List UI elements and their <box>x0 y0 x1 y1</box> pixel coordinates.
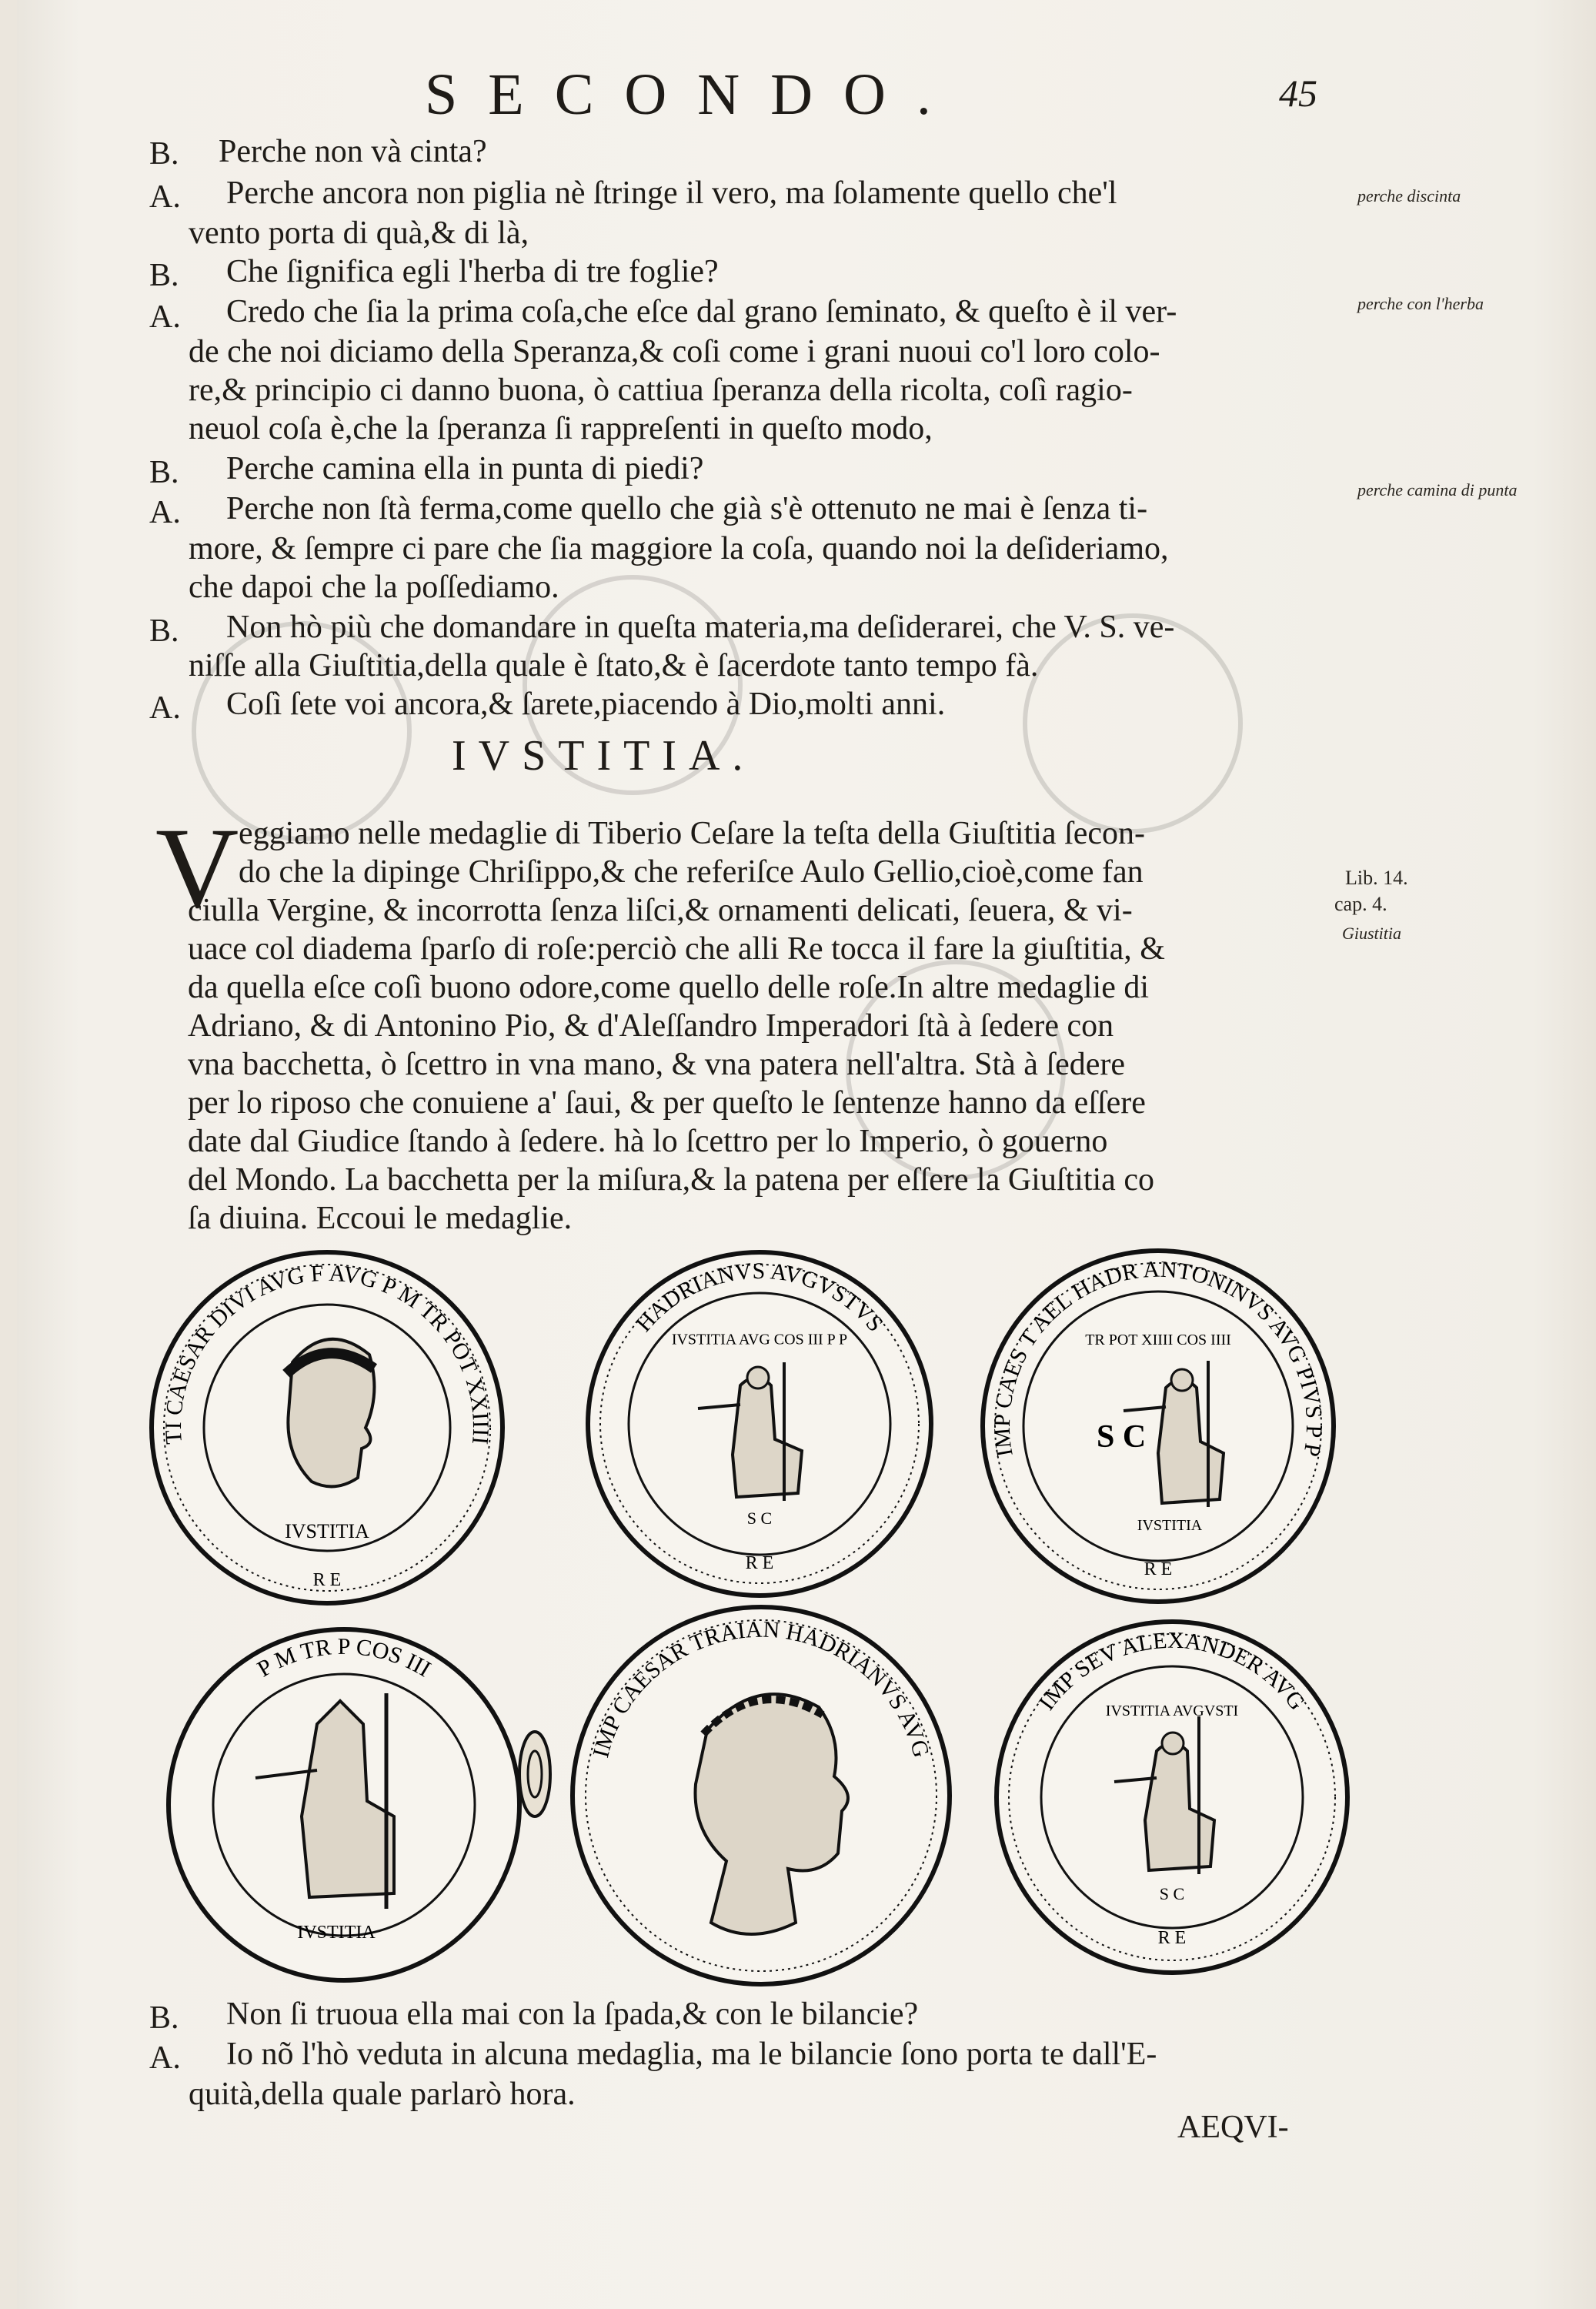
speaker-label: A. <box>149 2040 181 2076</box>
coin-hadrian-iustitia <box>583 1247 937 1601</box>
dialogue-line: more, & ſempre ci pare che ſia maggiore la coſa, quando noi la deſideriamo, <box>189 531 1169 566</box>
speaker-label: B. <box>149 2000 179 2036</box>
dialogue-line: che dapoi che la poſſediamo. <box>189 570 559 605</box>
body-line: do che la dipinge Chriſippo,& che referiſce Aulo Gellio,cioè,come fan <box>239 854 1144 890</box>
catchword: AEQVI- <box>1177 2110 1289 2145</box>
coin-exergue: S C <box>746 1509 773 1528</box>
coin-mark: R E <box>1157 1928 1187 1948</box>
coin-exergue: IVSTITIA <box>1137 1517 1203 1534</box>
coin-hadrian-portrait <box>565 1599 957 1992</box>
body-line: uace col diadema ſparſo di roſe:perciò che alli Re tocca il fare la giuſtitia, & <box>188 931 1165 967</box>
speaker-label: A. <box>149 690 181 726</box>
coin-mark: R E <box>745 1553 774 1573</box>
book-page <box>17 0 1596 2309</box>
body-line: eggiamo nelle medaglie di Tiberio Ceſare la teſta della Giuſtitia ſecon- <box>239 816 1145 851</box>
margin-note: perche camina di punta <box>1357 480 1518 500</box>
dialogue-line: Perche non và cinta? <box>219 134 487 169</box>
body-line: del Mondo. La bacchetta per la miſura,& la patena per eſſere la Giuſtitia co <box>188 1162 1154 1198</box>
coin-inner-legend: IVSTITIA AVG COS III P P <box>671 1331 848 1348</box>
body-line: vna bacchetta, ò ſcettro in vna mano, & vna patera nell'altra. Stà à ſedere <box>188 1047 1126 1082</box>
section-title: IVSTITIA. <box>452 732 756 780</box>
dialogue-line: Perche non ſtà ferma,come quello che già s'è ottenuto ne mai è ſenza ti- <box>226 491 1148 526</box>
coin-legend: IMP CAES T AEL HADR ANTONINVS AVG PIVS P P <box>989 1256 1327 1459</box>
speaker-label: A. <box>149 299 181 335</box>
dialogue-line: Perche camina ella in punta di piedi? <box>226 451 704 486</box>
dialogue-line: quità,della quale parlarò hora. <box>189 2077 576 2112</box>
body-line: ſa diuina. Eccoui le medaglie. <box>188 1201 573 1236</box>
coin-mark: R E <box>312 1570 342 1590</box>
dialogue-line: vento porta di quà,& di là, <box>189 216 529 251</box>
speaker-label: B. <box>149 455 179 490</box>
dialogue-line: re,& principio ci danno buona, ò cattiua ſperanza della ricolta, coſì ragio- <box>189 373 1133 408</box>
coin-inner-legend: IVSTITIA AVGVSTI <box>1105 1702 1239 1719</box>
speaker-label: A. <box>149 179 181 215</box>
coin-tiberius-iustitia <box>146 1247 508 1609</box>
coin-antoninus-iustitia <box>977 1245 1339 1607</box>
speaker-label: B. <box>149 258 179 293</box>
dialogue-line: Perche ancora non piglia nè ſtringe il vero, ma ſolamente quello che'l <box>226 175 1117 211</box>
dialogue-line: Credo che ſia la prima coſa,che eſce dal grano ſeminato, & queſto è il ver- <box>226 294 1177 329</box>
coin-legend: P M TR P COS III <box>252 1633 436 1682</box>
margin-note-reference: Lib. 14. <box>1345 867 1408 889</box>
shield-ornament <box>516 1724 554 1824</box>
coin-exergue: IVSTITIA <box>297 1923 376 1943</box>
coin-legend: IMP SEV ALEXANDER AVG <box>1033 1627 1311 1715</box>
page-number: 45 <box>1279 72 1317 115</box>
dialogue-line: niſſe alla Giuſtitia,della quale è ſtato,& è ſacerdote tanto tempo fà. <box>189 648 1039 683</box>
coin-exergue: S C <box>1159 1884 1185 1903</box>
body-line: date dal Giudice ſtando à ſedere. hà lo ſcettro per lo Imperio, ò gouerno <box>188 1124 1108 1159</box>
running-head: SECONDO. <box>425 62 962 127</box>
coin-iustitia-seated <box>163 1624 525 1986</box>
speaker-label: B. <box>149 136 179 172</box>
dialogue-line: Non hò più che domandare in queſta materia,ma deſiderarei, che V. S. ve- <box>226 610 1175 645</box>
dialogue-line: Io nõ l'hò veduta in alcuna medaglia, ma le bilancie ſono porta te dall'E- <box>226 2037 1157 2072</box>
body-line: ciulla Vergine, & incorrotta ſenza liſci,& ornamenti delicati, ſeuera, & vi- <box>188 893 1133 928</box>
dialogue-line: neuol coſa è,che la ſperanza ſi rappreſenti in queſto modo, <box>189 411 933 446</box>
body-line: da quella eſce coſì buono odore,come quello delle roſe.In altre medaglie di <box>188 970 1150 1005</box>
body-line: Adriano, & di Antonino Pio, & d'Aleſſandro Imperadori ſtà à ſedere con <box>188 1008 1114 1044</box>
coin-legend: HADRIANVS AVGVSTVS <box>630 1258 889 1337</box>
dialogue-line: de che noi diciamo della Speranza,& coſi come i grani nuoui co'l loro colo- <box>189 334 1160 369</box>
coin-exergue: IVSTITIA <box>285 1520 369 1542</box>
coin-mark: R E <box>1144 1559 1173 1579</box>
body-line: per lo riposo che conuiene a' ſaui, & per queſto le ſentenze hanno da eſſere <box>188 1085 1146 1121</box>
coin-legend: IMP CAESAR TRAIAN HADRIANVS AVG <box>588 1616 934 1761</box>
speaker-label: B. <box>149 613 179 649</box>
margin-note: Giustitia <box>1342 924 1402 943</box>
coin-inner-legend: TR POT XIIII COS IIII <box>1085 1331 1231 1348</box>
margin-note: perche discinta <box>1357 186 1461 206</box>
coin-field: S C <box>1097 1419 1147 1455</box>
drop-cap: V <box>155 804 239 932</box>
dialogue-line: Non ſi truoua ella mai con la ſpada,& con le bilancie? <box>226 1997 919 2032</box>
speaker-label: A. <box>149 495 181 530</box>
dialogue-line: Coſì ſete voi ancora,& ſarete,piacendo à Dio,molti anni. <box>226 687 946 722</box>
coin-alexander-iustitia <box>991 1616 1353 1978</box>
coin-legend: TI CAESAR DIVI AVG F AVG P M TR POT XXIIII <box>160 1260 494 1446</box>
dialogue-line: Che ſignifica egli l'herba di tre foglie? <box>226 254 719 289</box>
margin-note: perche con l'herba <box>1357 294 1484 313</box>
margin-note-reference: cap. 4. <box>1334 893 1387 915</box>
